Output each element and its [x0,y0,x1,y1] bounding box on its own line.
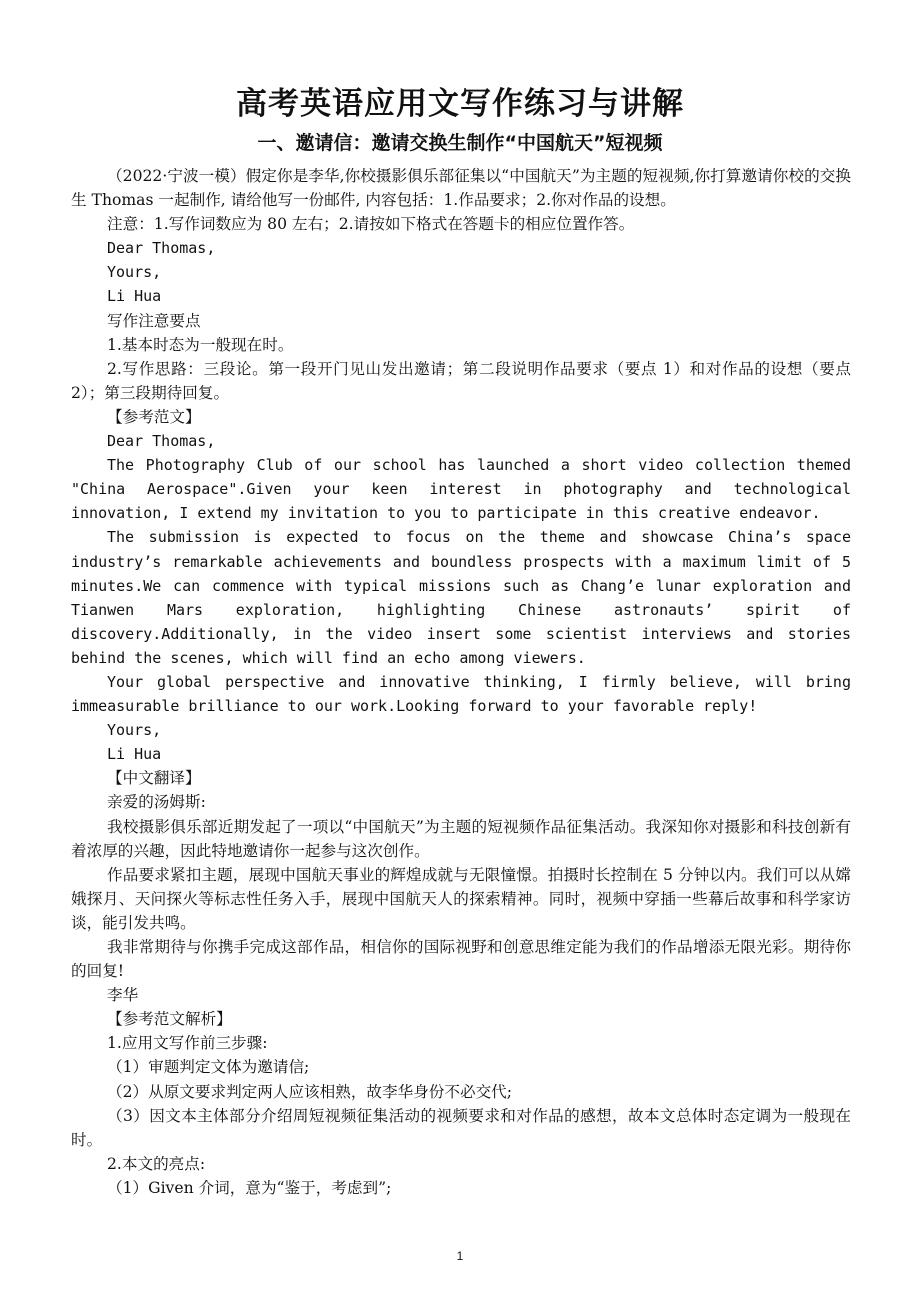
paragraph: 【参考范文】 [107,407,201,426]
paragraph: Li Hua [107,287,162,306]
paragraph: Yours, [107,721,162,740]
paragraph: 我非常期待与你携手完成这部作品，相信你的国际视野和创意思维定能为我们的作品增添无限光彩。期待你的回复! [71,938,851,981]
paragraph: 亲爱的汤姆斯: [107,793,206,812]
paragraph: （1）审题判定文体为邀请信; [107,1058,310,1077]
paragraph: 作品要求紧扣主题，展现中国航天事业的辉煌成就与无限憧憬。拍摄时长控制在 5 分钟以内。我们可以从嫦娥探月、天问探火等标志性任务入手，展现中国航天人的探索精神。同时，视频中穿插一些幕后故事和科学家访谈，能引发共鸣。 [71,865,851,932]
section-heading: 一、邀请信：邀请交换生制作“中国航天”短视频 [257,132,663,154]
paragraph: The submission is expected to focus on the theme and showcase China’s space industry’s remarkable achievements and boundless prospects with a maximum limit of 5 minutes.We can commence with typical missions such as Chang’e lunar exploration and Tianwen Mars exploration, highlighting Chinese astronauts’ spirit of discovery.Additionally, in the video insert some scientist interviews and stories behind the scenes, which will find an echo among viewers. [71,528,851,667]
paragraph: 【中文翻译】 [107,769,201,788]
paragraph: The Photography Club of our school has launched a short video collection themed "China Aerospace".Given your keen interest in photography and technological innovation, I extend my invitation to you to participate in this creative endeavor. [71,456,851,523]
paragraph: 【参考范文解析】 [107,1010,232,1029]
paragraph: （1）Given 介词，意为“鉴于，考虑到”; [107,1178,392,1197]
paragraph: （2022·宁波一模）假定你是李华,你校摄影俱乐部征集以“中国航天”为主题的短视频,你打算邀请你校的交换生 Thomas 一起制作, 请给他写一份邮件, 内容包括：1.作品要求；2.你对作品的设想。 [71,167,851,210]
paragraph: Dear Thomas, [107,239,216,258]
paragraph: Your global perspective and innovative thinking, I firmly believe, will bring immeasurable brilliance to our work.Looking forward to your favorable reply! [71,672,851,716]
paragraph: （2）从原文要求判定两人应该相熟，故李华身份不必交代; [107,1082,513,1101]
paragraph: Yours, [107,263,162,282]
paragraph: 2.本文的亮点: [107,1154,206,1173]
paragraph: 1.应用文写作前三步骤: [107,1034,268,1053]
paragraph: 李华 [107,986,139,1005]
paragraph: 1.基本时态为一般现在时。 [107,335,294,354]
page-number: 1 [456,1249,464,1263]
paragraph: Li Hua [107,745,162,764]
document-title: 高考英语应用文写作练习与讲解 [236,86,684,122]
paragraph: 我校摄影俱乐部近期发起了一项以“中国航天”为主题的短视频作品征集活动。我深知你对摄影和科技创新有着浓厚的兴趣，因此特地邀请你一起参与这次创作。 [71,817,851,860]
paragraph: Dear Thomas, [107,432,216,451]
paragraph: 注意：1.写作词数应为 80 左右；2.请按如下格式在答题卡的相应位置作答。 [107,215,635,234]
paragraph: （3）因文本主体部分介绍周短视频征集活动的视频要求和对作品的感想，故本文总体时态定调为一般现在时。 [71,1106,852,1149]
document-body [71,164,851,1200]
paragraph: 写作注意要点 [107,311,201,330]
paragraph: 2.写作思路：三段论。第一段开门见山发出邀请；第二段说明作品要求（要点 1）和对作品的设想（要点 2）；第三段期待回复。 [71,359,851,402]
